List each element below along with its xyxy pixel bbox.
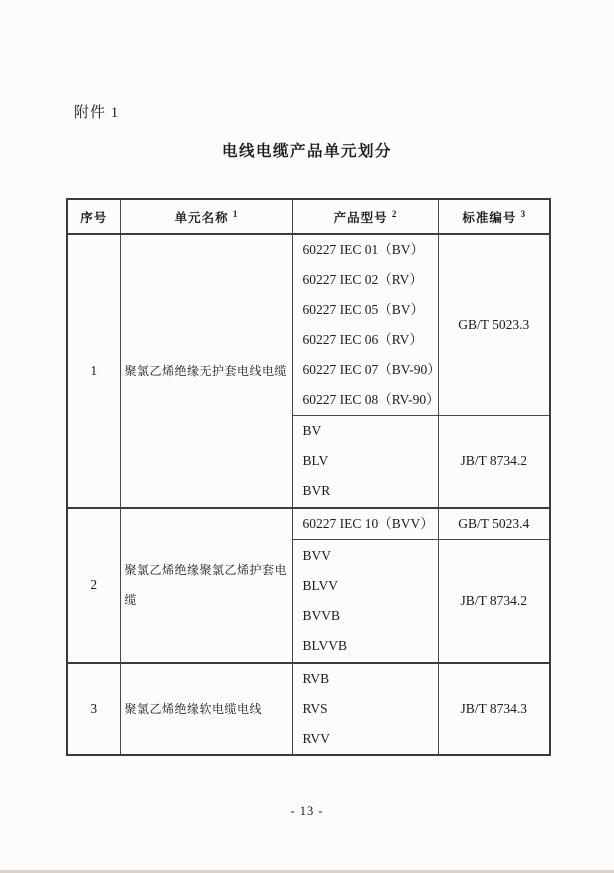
model-line: BLV	[302, 453, 329, 469]
standard-cell: JB/T 8734.3	[438, 663, 550, 755]
header-unit-name-sup: 1	[232, 208, 238, 219]
model-line: 60227 IEC 01（BV）	[302, 242, 424, 257]
header-unit-name-label: 单元名称	[174, 210, 229, 225]
model-line: RVS	[302, 701, 328, 716]
product-models-cell	[292, 663, 438, 755]
table-header-row	[67, 199, 550, 234]
model-line: 60227 IEC 07（BV-90）	[302, 362, 441, 377]
unit-name-cell: 聚氯乙烯绝缘聚氯乙烯护套电缆	[120, 508, 292, 664]
product-models-cell	[292, 234, 441, 416]
model-line: 60227 IEC 02（RV）	[302, 272, 423, 287]
table-row	[67, 663, 550, 755]
serial-cell: 1	[67, 234, 120, 508]
attachment-label: 附件 1	[74, 105, 120, 121]
standard-cell: JB/T 8734.2	[438, 416, 550, 508]
table-row	[67, 508, 550, 540]
header-standard-no	[438, 199, 550, 234]
model-line: 60227 IEC 08（RV-90）	[302, 392, 440, 407]
table-row	[67, 234, 550, 416]
serial-cell: 3	[67, 663, 120, 755]
product-models-cell	[292, 539, 438, 663]
product-models-cell	[292, 416, 438, 508]
standard-cell: GB/T 5023.4	[438, 508, 550, 540]
header-product-model-label: 产品型号	[333, 210, 388, 225]
product-models-cell	[292, 508, 438, 540]
serial-cell: 2	[67, 508, 120, 664]
model-line: BLVV	[302, 577, 339, 593]
page-number: - 13 -	[290, 804, 324, 818]
header-product-model	[292, 199, 438, 234]
products-table	[66, 198, 551, 756]
unit-name-cell: 聚氯乙烯绝缘软电缆电线	[120, 663, 292, 755]
page-title: 电线电缆产品单元划分	[221, 143, 392, 160]
model-line: RVV	[302, 731, 330, 746]
model-line: BV	[302, 423, 322, 439]
standard-cell: GB/T 5023.3	[438, 234, 550, 416]
model-line: RVB	[302, 671, 330, 686]
model-line: BVR	[302, 483, 331, 499]
model-line: BLVVB	[302, 637, 348, 653]
header-product-model-sup: 2	[391, 208, 397, 219]
header-standard-no-sup: 3	[520, 208, 526, 219]
model-line: BVV	[302, 547, 332, 563]
model-line: BVVB	[302, 607, 341, 623]
model-line: 60227 IEC 05（BV）	[302, 302, 424, 317]
unit-name-cell: 聚氯乙烯绝缘无护套电线电缆	[120, 234, 292, 508]
header-serial	[67, 199, 120, 234]
model-line: 60227 IEC 06（RV）	[302, 332, 423, 347]
header-unit-name	[120, 199, 292, 234]
model-line: 60227 IEC 10（BVV）	[302, 515, 434, 531]
header-serial-label: 序号	[80, 210, 108, 225]
header-standard-no-label: 标准编号	[462, 210, 517, 225]
standard-cell: JB/T 8734.2	[438, 539, 550, 663]
